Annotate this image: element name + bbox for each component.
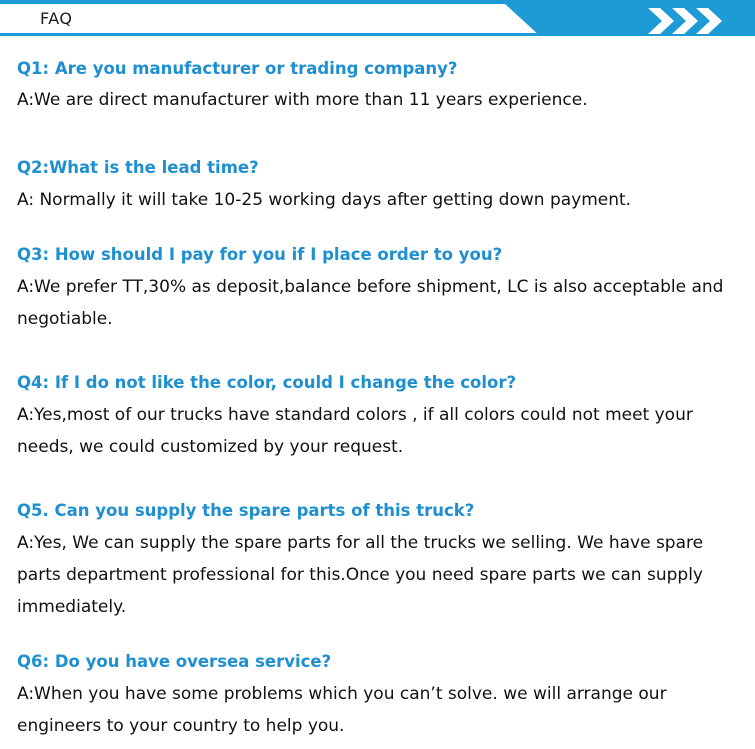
faq-answer: A:We are direct manufacturer with more than 11 years experience.: [17, 90, 588, 110]
faq-question: Q6: Do you have oversea service?: [17, 652, 332, 671]
faq-question: Q3: How should I pay for you if I place order to you?: [17, 245, 503, 264]
page-title: FAQ: [40, 9, 73, 28]
faq-question: Q5. Can you supply the spare parts of this truck?: [17, 501, 475, 520]
faq-answer: A:When you have some problems which you can’t solve. we will arrange our engineers to your country to help you.: [17, 684, 667, 736]
faq-answer: A:We prefer TT,30% as deposit,balance before shipment, LC is also acceptable and negotiable.: [17, 277, 724, 329]
faq-question: Q4: If I do not like the color, could I change the color?: [17, 373, 517, 392]
faq-question: Q2:What is the lead time?: [17, 158, 259, 177]
faq-answer: A: Normally it will take 10-25 working days after getting down payment.: [17, 190, 632, 210]
faq-answer: A:Yes, We can supply the spare parts for all the trucks we selling. We have spare parts department professional for this.Once you need spare parts we can supply immediately.: [17, 533, 704, 617]
faq-question: Q1: Are you manufacturer or trading company?: [17, 59, 458, 78]
faq-answer: A:Yes,most of our trucks have standard colors , if all colors could not meet your needs, we could customized by your request.: [17, 405, 693, 457]
